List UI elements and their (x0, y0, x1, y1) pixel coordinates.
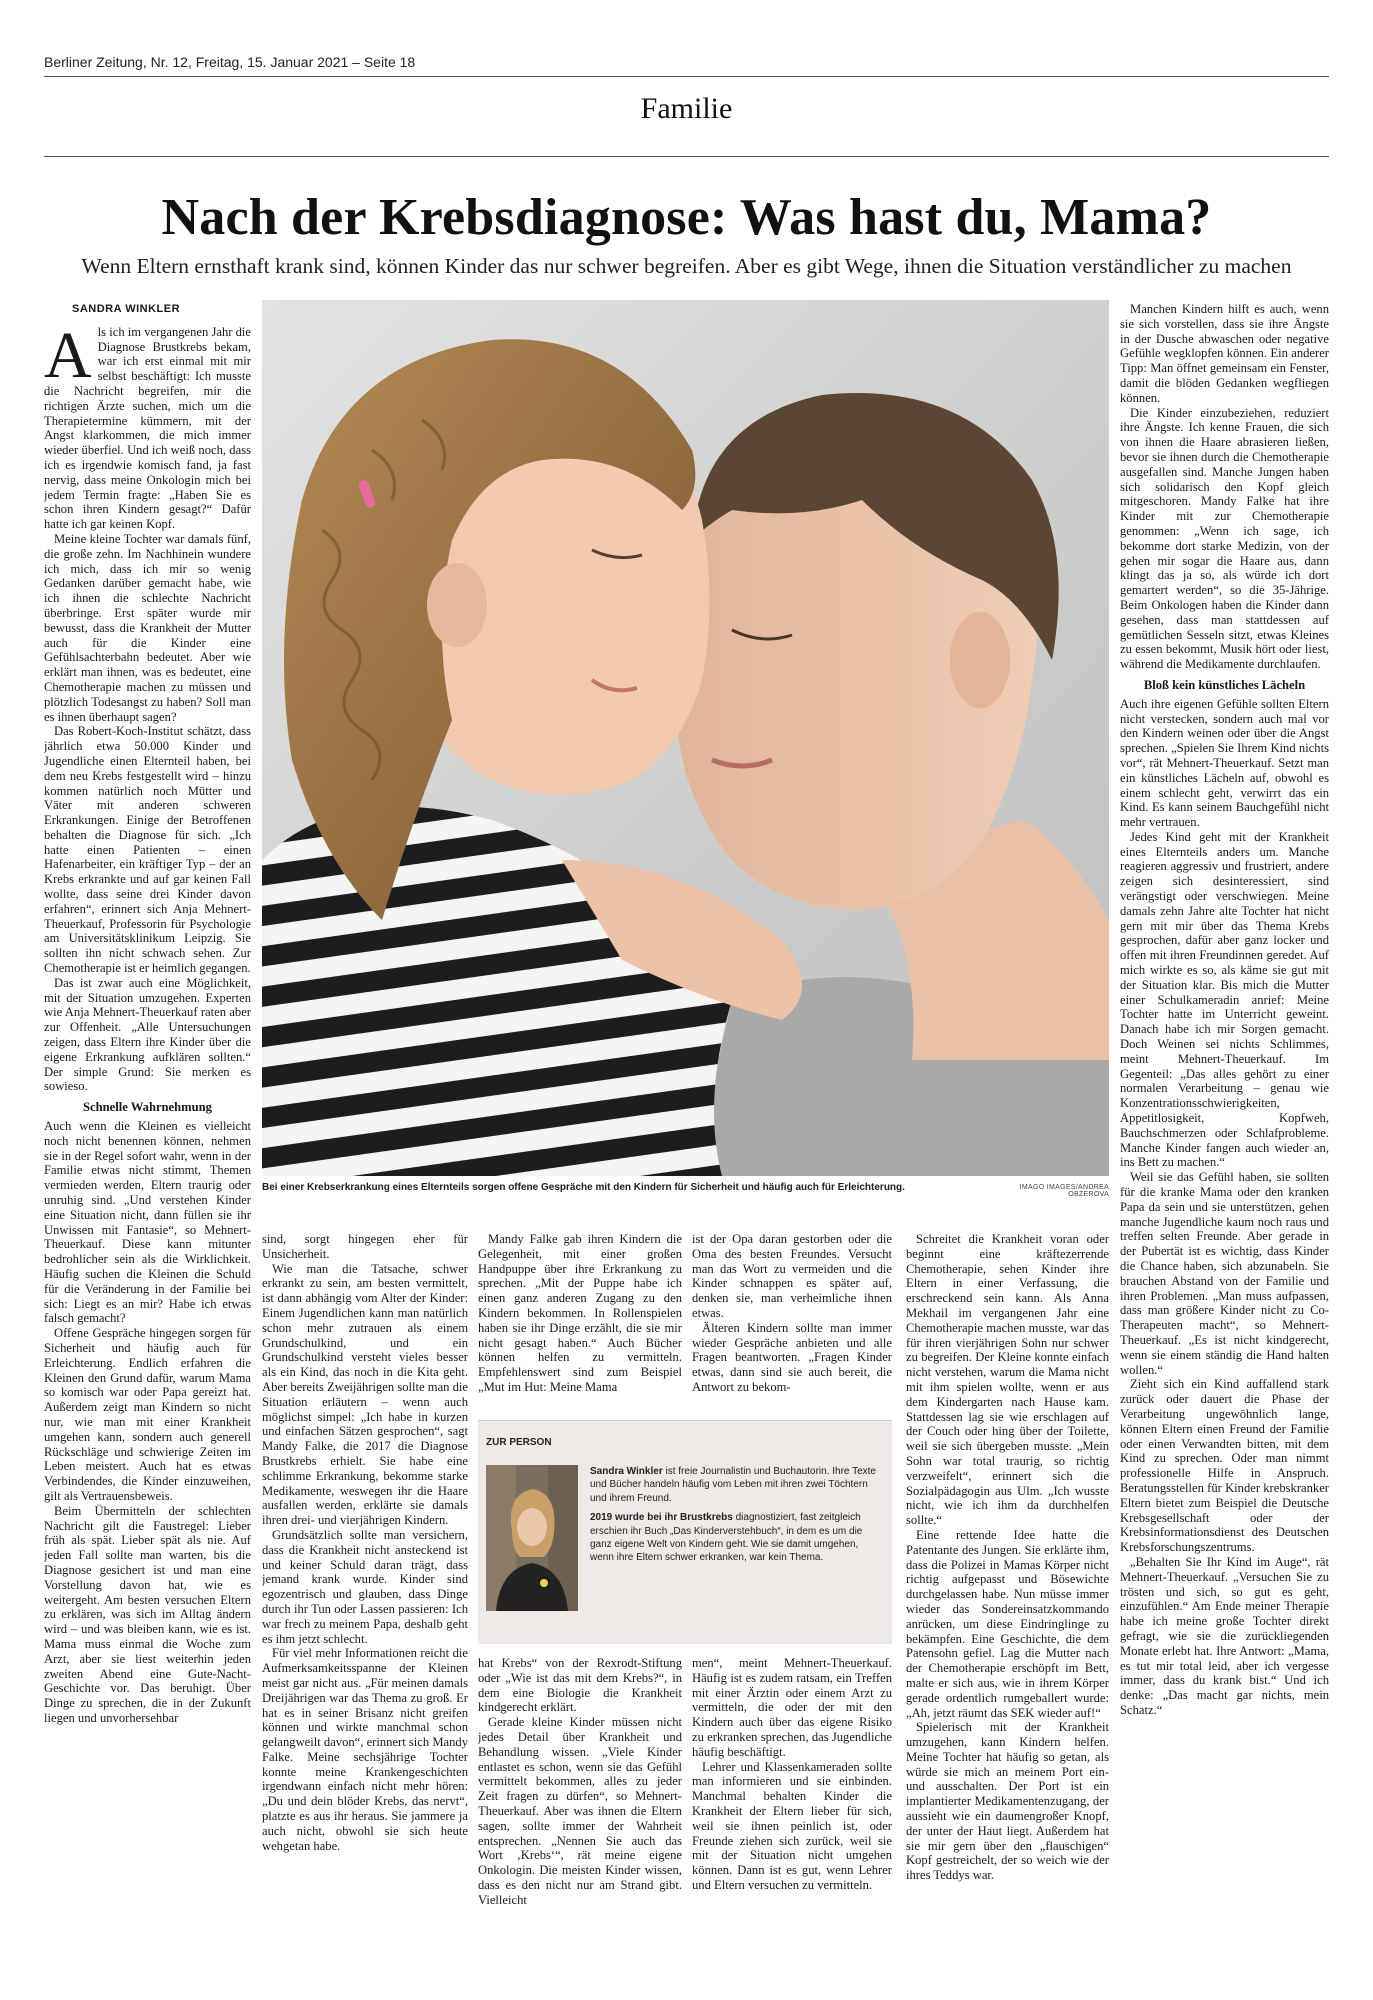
paragraph: Für viel mehr Informationen reicht die Aufmerksamkeitsspanne der Kleinen meist gar nicht aus. „Für meinen damals Dreijährigen war das Thema zu groß. Er hat es in seiner Brisanz nicht greifen können und wirkte manchmal schon gelangweilt davon“, erinnert sich Mandy Falke. Meine sechsjährige Tochter konnte meine Krankengeschichten irgendwann einfach nicht mehr hören: „Du und dein blöder Krebs, das nervt“, platzte es aus ihr heraus. Sie jammere ja auch nicht, obwohl sie sich heute wehgetan habe. (262, 1646, 468, 1853)
info-box-lead: 2019 wurde bei ihr Brustkrebs (590, 1512, 733, 1524)
author-byline: SANDRA WINKLER (72, 303, 181, 315)
paragraph: Schreitet die Krankheit voran oder beginnt eine kräftezerrende Chemotherapie, sehen Kinder ihre Eltern in einer Verfassung, die erschreckend sein kann. Als Anna Mekhail im vergangenen Jahr eine Chemotherapie machen musste, war das für ihren vierjährigen Sohn nur schwer zu begreifen. Der Kleine konnte einfach nicht verstehen, warum die Mama nicht mit ihm spielen wollte, wenn er aus dem Kindergarten nach Hause kam. Stattdessen lag sie wie erschlagen auf der Couch oder hing über der Toilette, weil sie sich übergeben musste. „Mein Sohn war total traurig, so richtig verzweifelt“, erinnert sich die Sozialpädagogin aus Ulm. „Ich wusste nicht, wie ich ihm da durchhelfen sollte.“ (906, 1232, 1109, 1528)
paragraph: Lehrer und Klassenkameraden sollte man informieren und sie einbinden. Manchmal behalten Kinder die Krankheit der Eltern lieber für sich, weil sie ihnen peinlich ist, oder Freunde ziehen sich zurück, weil sie mit der Situation nicht umgehen können. Dann ist es gut, wenn Lehrer und Eltern versuchen zu vermitteln. (692, 1759, 892, 1892)
paragraph: Offene Gespräche hingegen sorgen für Sicherheit und häufig auch für Erleichterung. Endlich erfahren die Kleinen den Grund dafür, warum Mama so komisch war oder Papa gereizt hat. Außerdem zeigt man Kindern so nicht nur, wie man mit einer Krankheit umgehen kann, sondern auch generell Rückschläge und schwierige Zeiten im Leben meistert. Auch hat es etwas Verbindendes, die Kinder einzuweihen, gilt als Vertrauensbeweis. (44, 1326, 251, 1503)
author-info-box (478, 1420, 892, 1644)
paragraph: Meine kleine Tochter war damals fünf, die große zehn. Im Nachhinein wundere ich mich, dass ich mir so wenig Gedanken darüber gemacht habe, wie ich ihnen die schlechte Nachricht überbringe. Erst später wurde mir bewusst, dass die Krankheit der Mutter auch für die Kinder eine Gefühlsachterbahn bedeutet. Aber wie erklärt man ihnen, was es bedeutet, eine Chemotherapie machen zu müssen und plötzlich Todesangst zu haben? Soll man es ihnen überhaupt sagen? (44, 531, 251, 724)
section-rule (44, 156, 1329, 157)
author-name: Sandra Winkler (590, 1466, 663, 1477)
paragraph: Weil sie das Gefühl haben, sie sollten für die kranke Mama oder den kranken Papa da sein und sie unterstützen, gehen manche Jugendliche kaum noch raus und treffen selten Freunde. Aber gerade in der Pubertät ist es wichtig, dass Kinder die Chance haben, sich abzunabeln. Sie brauchen Abstand von der Familie und ihren Problemen. „Man muss aufpassen, dass man größere Kinder nicht zu Co-Therapeuten macht“, so Mehnert-Theuerkauf. „Es ist nicht kindgerecht, wenn sie einem ständig die Hand halten wollen.“ (1120, 1170, 1329, 1377)
masthead: Berliner Zeitung, Nr. 12, Freitag, 15. Januar 2021 – Seite 18 (44, 54, 416, 70)
paragraph: sind, sorgt hingegen eher für Unsicherheit. (262, 1232, 468, 1261)
paragraph: Grundsätzlich sollte man versichern, dass die Krankheit nicht ansteckend ist und keiner Schuld daran trägt, dass jemand krank wurde. Kinder sind egozentrisch und glauben, dass Dinge durch ihr Tun oder Lassen passieren: Ich war frech zu meinem Papa, deshalb geht es ihm jetzt schlecht. (262, 1527, 468, 1646)
column-1 (44, 302, 251, 1962)
subheading: Bloß kein künstliches Lächeln (1143, 677, 1306, 692)
info-box-title: ZUR PERSON (486, 1437, 552, 1448)
paragraph: Gerade kleine Kinder müssen nicht jedes Detail über Krankheit und Behandlung wissen. „Viele Kinder entlastet es schon, wenn sie das Gefühl vermittelt bekommen, alles zu jeder Zeit fragen zu dürfen“, so Mehnert-Theuerkauf. Aber was ihnen die Eltern sagen, sollte immer der Wahrheit entsprechen. „Nennen Sie auch das Wort ‚Krebs‘“, rät meine eigene Onkologin. Die meisten Kinder wissen, dass es den nicht nur am Strand gibt. Vielleicht (478, 1715, 682, 1907)
paragraph: Älteren Kindern sollte man immer wieder Gespräche anbieten und alle Fragen beantworten. „Fragen Kinder etwas, dann sind sie auch bereit, die Antwort zu bekom- (692, 1320, 892, 1394)
paragraph: hat Krebs“ von der Rexrodt-Stiftung oder „Wie ist das mit dem Krebs?“, in dem eine Biologie die Krankheit kindgerecht erklärt. (478, 1656, 682, 1715)
headline: Nach der Krebsdiagnose: Was hast du, Mama? (161, 189, 1212, 246)
top-rule (44, 76, 1329, 77)
column-2 (262, 1232, 468, 1964)
column-6 (1120, 302, 1329, 1964)
paragraph: Das ist zwar auch eine Möglichkeit, mit der Situation umzugehen. Experten wie Anja Mehnert-Theuerkauf raten aber zur Offenheit. „Alle Untersuchungen zeigen, dass Eltern ihre Kinder über die eigene Erkrankung aufklären sollten.“ Der simple Grund: Sie merken es sowieso. (44, 975, 251, 1094)
paragraph: Manchen Kindern hilft es auch, wenn sie sich vorstellen, dass sie ihre Ängste in der Dusche abwaschen oder negative Gefühle wegklopfen können. Ein anderer Tipp: Man öffnet gemeinsam ein Fenster, damit die blöden Gedanken wegfliegen können. (1120, 302, 1329, 405)
paragraph: ist der Opa daran gestorben oder die Oma des besten Freundes. Versucht man das Wort zu vermeiden und die Kinder schnappen es später auf, denken sie, man verheimliche ihnen etwas. (692, 1232, 892, 1320)
drop-cap: A (44, 318, 92, 392)
author-portrait-image (486, 1465, 578, 1611)
column-4-bottom (692, 1656, 892, 1964)
subheading: Schnelle Wahrnehmung (83, 1100, 212, 1115)
paragraph: Auch ihre eigenen Gefühle sollten Eltern nicht verstecken, sondern auch mal vor den Kindern weinen oder über die Angst sprechen. „Spielen Sie Ihrem Kind nichts vor“, rät Mehnert-Theuerkauf. Setzt man ein künstliches Lächeln auf, obwohl es einem schlecht geht, verwirrt das ein Kind. Es kann seinem Bauchgefühl nicht mehr vertrauen. (1120, 696, 1329, 830)
paragraph: Eine rettende Idee hatte die Patentante des Jungen. Sie erklärte ihm, dass die Polizei in Mamas Körper nicht richtig aufgepasst und Bösewichte durchgelassen habe. Nun müsse immer wieder das Sondereinsatzkommando anrücken, um diese Eindringlinge zu bekämpfen. Eine Geschichte, die dem Patensohn gefiel. Lag die Mutter nach der Chemotherapie erschöpft im Bett, malte er sich aus, wie in ihrem Körper gerade ordentlich rumgeballert wurde: „Ah, jetzt räumt das SEK wieder auf!“ (906, 1527, 1109, 1720)
photo-caption: Bei einer Krebserkrankung eines Elternteils sorgen offene Gespräche mit den Kindern für Sicherheit und häufig auch für Erleichterung. (262, 1182, 905, 1193)
subheadline: Wenn Eltern ernsthaft krank sind, können Kinder das nur schwer begreifen. Aber es gibt Wege, ihnen die Situation verständlicher zu machen (81, 254, 1292, 278)
paragraph: Mandy Falke gab ihren Kindern die Gelegenheit, mit einer großen Handpuppe über ihre Erkrankung zu sprechen. „Mit der Puppe habe ich einen ganz anderen Zugang zu den Kindern bekommen. In Rollenspielen haben sie ihr Dinge erzählt, die sie mir nicht gesagt haben.“ Auch Bücher können helfen zu vermitteln. Empfehlenswert sind zum Beispiel „Mut im Hut: Meine Mama (478, 1232, 682, 1394)
mother-daughter-photo (262, 300, 1109, 1176)
column-4-top (692, 1232, 892, 1410)
paragraph: Wie man die Tatsache, schwer erkrankt zu sein, am besten vermittelt, ist dann abhängig vom Alter der Kinder: Einem Jugendlichen kann man natürlich schon mehr zutrauen als einem Grundschulkind, und ein Grundschulkind versteht vieles besser als ein Kind, das noch in die Kita geht. Aber bereits Zweijährigen sollte man die Situation erläutern – wenn auch möglichst simpel: „Ich habe in kurzen und einfachen Sätzen gesprochen“, sagt Mandy Falke, die 2017 die Diagnose Brustkrebs erhielt. Sie habe eine schlimme Erkrankung, bekomme starke Medikamente, weswegen ihr die Haare ausfallen werden, erklärte sie damals ihren drei- und vierjährigen Kindern. (262, 1261, 468, 1528)
paragraph: Auch wenn die Kleinen es vielleicht noch nicht benennen können, nehmen sie in der Regel sofort wahr, wenn in der Familie etwas nicht stimmt, Themen vermieden werden, Eltern traurig oder unruhig sind. „Und verstehen Kinder eine Situation nicht, dann füllen sie ihr Unwissen mit Fantasie“, so Mehnert-Theuerkauf. Diese kann mitunter bedrohlicher sein als die Wirklichkeit. Häufig suchen die Kleinen die Schuld für die Veränderung in der Familie bei sich: Liegt es an mir? Habe ich etwas falsch gemacht? (44, 1119, 251, 1326)
author-portrait (486, 1465, 578, 1611)
paragraph: Zieht sich ein Kind auffallend stark zurück oder dauert die Phase der Verarbeitung ungewöhnlich lange, können Eltern einen Freund der Familie oder einen Verwandten bitten, mit dem Kind zu sprechen. Oder man nimmt professionelle Hilfe in Anspruch. Beratungsstellen für Kinder krebskranker Eltern bietet zum Beispiel die Deutsche Krebsgesellschaft oder der Krebsinformationsdienst des Deutschen Krebsforschungszentrums. (1120, 1377, 1329, 1555)
paragraph: Die Kinder einzubeziehen, reduziert ihre Ängste. Ich kenne Frauen, die sich von ihnen die Haare abrasieren ließen, bevor sie ihnen durch die Chemotherapie ausgefallen sind. Manche Jungen haben sich solidarisch den Kopf gleich mitgeschoren. Mandy Falke hat ihre Kinder mit zur Chemotherapie genommen: „Wenn ich sage, ich bekomme dort starke Medizin, von der gehen mir sogar die Haare aus, dann klingt das ja so, als würde ich dort gemartert werden“, so die 35-Jährige. Beim Onkologen haben die Kinder dann gesehen, dass man stattdessen auf gemütlichen Sesseln sitzt, etwas Kleines zu essen bekommt, Musik hört oder liest, während die Medikamente durchlaufen. (1120, 405, 1329, 672)
paragraph: „Behalten Sie Ihr Kind im Auge“, rät Mehnert-Theuerkauf. „Versuchen Sie zu trösten und sich, so gut es geht, einzufühlen.“ Am Ende meiner Therapie habe ich meine große Tochter direkt gefragt, wie sie die zurückliegenden Monate erlebt hat. Ihre Antwort: „Mama, es tut mir total leid, aber ich vergesse immer, dass du krank bist.“ Und ich denke: „Das macht gar nichts, mein Schatz.“ (1120, 1554, 1329, 1717)
info-box-text: Sandra Winkler ist freie Journalistin und Buchautorin. Ihre Texte und Bücher handeln häufig vom Leben mit ihren zwei Töchtern und ihrem Freund. 2019 wurde bei ihr Brustkrebs diagnostiziert, fast zeitgleich erschien ihr Buch „Das Kinderverstehbuch“, in dem es um die ganz eigene Welt von Kindern geht. Wie sie damit umgehen, wenn ihre Eltern schwer erkranken, war kein Thema. (590, 1466, 876, 1564)
article-photo (262, 300, 1109, 1176)
paragraph: Jedes Kind geht mit der Krankheit eines Elternteils anders um. Manche reagieren aggressiv und frustriert, andere zeigen sich desinteressiert, sind verängstigt oder verschwiegen. Meine damals zehn Jahre alte Tochter hat nicht gern mit mir über das Thema Krebs gesprochen, dafür aber ganz locker und offen mit ihren Freundinnen geredet. Auf mich wirkte es so, als käme sie gut mit der Situation klar. Bis mich die Mutter einer Schulkameradin anrief: Meine Tochter hatte im Unterricht geweint. Danach habe ich mir Sorgen gemacht. Doch Weinen sei nichts Schlimmes, meint Mehnert-Theuerkauf. Im Gegenteil: „Das alles gehört zu einer normalen Verarbeitung – genau wie Konzentrationsschwierigkeiten, Appetitlosigkeit, Kopfweh, Bauchschmerzen oder Schlafprobleme. Manche Kinder fangen auch wieder an, ins Bett zu machen.“ (1120, 829, 1329, 1170)
column-3-bottom (478, 1656, 682, 1964)
paragraph: Spielerisch mit der Krankheit umzugehen, kann Kindern helfen. Meine Tochter hat häufig so getan, als würde sie mich an meinem Port ein- und ausschalten. Der Port ist ein implantierter Medikamentenzugang, der aussieht wie ein daumengroßer Knopf, der unter der Haut liegt. Außerdem hat sie mir gern über den „flauschigen“ Kopf gestreichelt, der so weich wie der ihres Teddys war. (906, 1720, 1109, 1883)
paragraph: men“, meint Mehnert-Theuerkauf. Häufig ist es zudem ratsam, ein Treffen mit einer Ärztin oder einem Arzt zu vermitteln, die oder der mit den Kindern auch über das eigene Risiko zu erkranken sprechen, das Jugendliche häufig beschäftigt. (692, 1656, 892, 1759)
column-3-top (478, 1232, 682, 1410)
section-title: Familie (640, 92, 733, 125)
paragraph: Als ich im vergangenen Jahr die Diagnose Brustkrebs bekam, war ich erst einmal mit mir selbst beschäftigt: Ich musste die Nachricht begreifen, mir die richtigen Ärzte suchen, mich um die Therapietermine kümmern, mit der Angst klarkommen, die mich immer wieder überfiel. Und ich weiß noch, dass ich es irgendwie komisch fand, ja fast nervig, dass meine Onkologin mich bei jedem Termin fragte: „Haben Sie es schon ihren Kindern gesagt?“ Dafür hatte ich gar keinen Kopf. (44, 318, 251, 532)
photo-credit: IMAGO IMAGES/ANDREA OBZEROVA (1019, 1184, 1109, 1198)
paragraph: Beim Übermitteln der schlechten Nachricht gilt die Faustregel: Lieber früh als spät. Lieber spät als nie. Auf jeden Fall sollte man warten, bis die Diagnose gesichert ist und man eine Vorstellung davon hat, wie es weitergeht. Am besten versuchen Eltern zu erklären, was sich im Alltag ändern wird – und was bleiben kann, wie es ist. Mama muss einmal die Woche zum Arzt, aber sie liest weiterhin jeden zweiten Abend eine Gute-Nacht-Geschichte vor. Das beruhigt. Über Dinge zu sprechen, die in der Zukunft liegen und unvorhersehbar (44, 1503, 251, 1725)
paragraph: Das Robert-Koch-Institut schätzt, dass jährlich etwa 50.000 Kinder und Jugendliche einen Elternteil haben, bei dem neu Krebs festgestellt wird – hinzu kommen natürlich noch Mütter und Väter mit anderen schweren Erkrankungen. Einige der Betroffenen behalten die Diagnose für sich. „Ich hatte einen Patienten – einen Hafenarbeiter, ein kräftiger Typ – der an Krebs erkrankte und auf gar keinen Fall wollte, dass seine drei Kinder davon erfahren“, erinnert sich Anja Mehnert-Theuerkauf, Professorin für Psychologie am Universitätsklinikum Leipzig. Sie sollten ihn nicht schwach sehen. Zur Chemotherapie ist er heimlich gegangen. (44, 724, 251, 976)
column-5 (906, 1232, 1109, 1964)
